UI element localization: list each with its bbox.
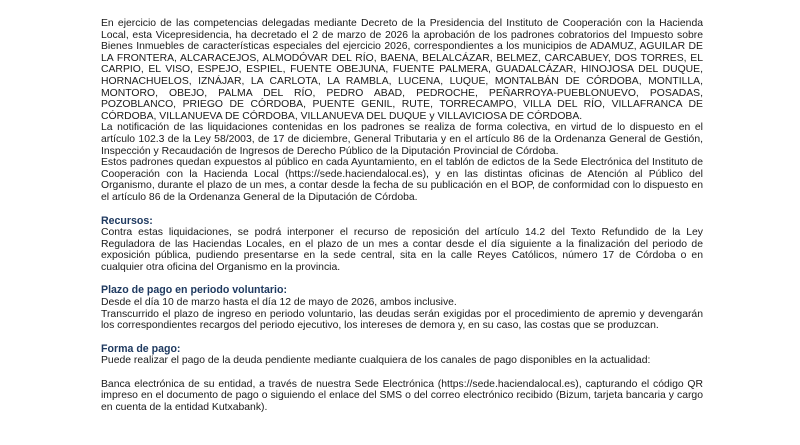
recursos-heading: Recursos:	[101, 214, 153, 227]
plazo-paragraph-apremio: Transcurrido el plazo de ingreso en periodo voluntario, las deudas serán exigidas por el procedimiento de apremio y devengarán los correspondientes recargos del periodo ejecutivo, los intereses de demora y, en su caso, las costas que se produzcan.	[101, 308, 703, 332]
intro-paragraph-exposure: Estos padrones quedan expuestos al público en cada Ayuntamiento, en el tablón de edictos de la Sede Electrónica del Instituto de Cooperación con la Hacienda Local (https://sede.haciendalocal.es), y en las distintas oficinas de Atención al Público del Organismo, durante el plazo de un mes, a contar desde la fecha de su publicación en el BOP, de conformidad con lo dispuesto en el artículo 86 de la Ordenanza General de la Diputación de Córdoba.	[101, 157, 703, 203]
forma-pago-heading: Forma de pago:	[101, 342, 181, 355]
plazo-paragraph-dates: Desde el día 10 de marzo hasta el día 12 de mayo de 2026, ambos inclusive.	[101, 297, 457, 309]
intro-paragraph-decree: En ejercicio de las competencias delegadas mediante Decreto de la Presidencia del Instituto de Cooperación con la Hacienda Local, esta Vicepresidencia, ha decretado el 2 de marzo de 2026 la aprobación de los padrones cobratorios del Impuesto sobre Bienes Inmuebles de características especiales del ejercicio 2026, correspondientes a los municipios de ADAMUZ, AGUILAR DE LA FRONTERA, ALCARACEJOS, ALMODÓVAR DEL RÍO, BAENA, BELALCÁZAR, BELMEZ, CARCABUEY, DOS TORRES, EL CARPIO, EL VISO, ESPEJO, ESPIEL, FUENTE OBEJUNA, FUENTE PALMERA, GUADALCÁZAR, HINOJOSA DEL DUQUE, HORNACHUELOS, IZNÁJAR, LA CARLOTA, LA RAMBLA, LUCENA, LUQUE, MONTALBÁN DE CÓRDOBA, MONTILLA, MONTORO, OBEJO, PALMA DEL RÍO, PEDRO ABAD, PEDROCHE, PEÑARROYA-PUEBLONUEVO, POSADAS, POZOBLANCO, PRIEGO DE CÓRDOBA, PUENTE GENIL, RUTE, TORRECAMPO, VILLA DEL RÍO, VILLAFRANCA DE CÓRDOBA, VILLANUEVA DE CÓRDOBA, VILLANUEVA DEL DUQUE y VILLAVICIOSA DE CÓRDOBA.	[101, 18, 703, 122]
forma-pago-section	[101, 344, 703, 414]
recursos-section	[101, 216, 703, 274]
intro-section	[101, 18, 703, 204]
paragraph-spacer	[101, 367, 703, 379]
plazo-heading: Plazo de pago en periodo voluntario:	[101, 284, 287, 297]
document-page	[101, 18, 703, 413]
plazo-section	[101, 285, 703, 331]
forma-pago-paragraph-banca: Banca electrónica de su entidad, a través de nuestra Sede Electrónica (https://sede.haciendalocal.es), capturando el código QR impreso en el documento de pago o siguiendo el enlace del SMS o del correo electrónico recibido (Bizum, tarjeta bancaria y cargo en cuenta de la entidad Kutxabank).	[101, 378, 703, 413]
recursos-paragraph: Contra estas liquidaciones, se podrá interponer el recurso de reposición del artículo 14.2 del Texto Refundido de la Ley Reguladora de las Haciendas Locales, en el plazo de un mes a contar desde el día siguiente a la finalización del periodo de exposición pública, pudiendo presentarse en la sede central, sita en la calle Reyes Católicos, número 17 de Córdoba o en cualquier otra oficina del Organismo en la provincia.	[101, 227, 703, 273]
forma-pago-paragraph-intro: Puede realizar el pago de la deuda pendiente mediante cualquiera de los canales de pago disponibles en la actualidad:	[101, 355, 651, 367]
intro-paragraph-notification: La notificación de las liquidaciones contenidas en los padrones se realiza de forma colectiva, en virtud de lo dispuesto en el artículo 102.3 de la Ley 58/2003, de 17 de diciembre, General Tributaria y en el artículo 86 de la Ordenanza General de Gestión, Inspección y Recaudación de Ingresos de Derecho Público de la Diputación Provincial de Córdoba.	[101, 122, 703, 157]
